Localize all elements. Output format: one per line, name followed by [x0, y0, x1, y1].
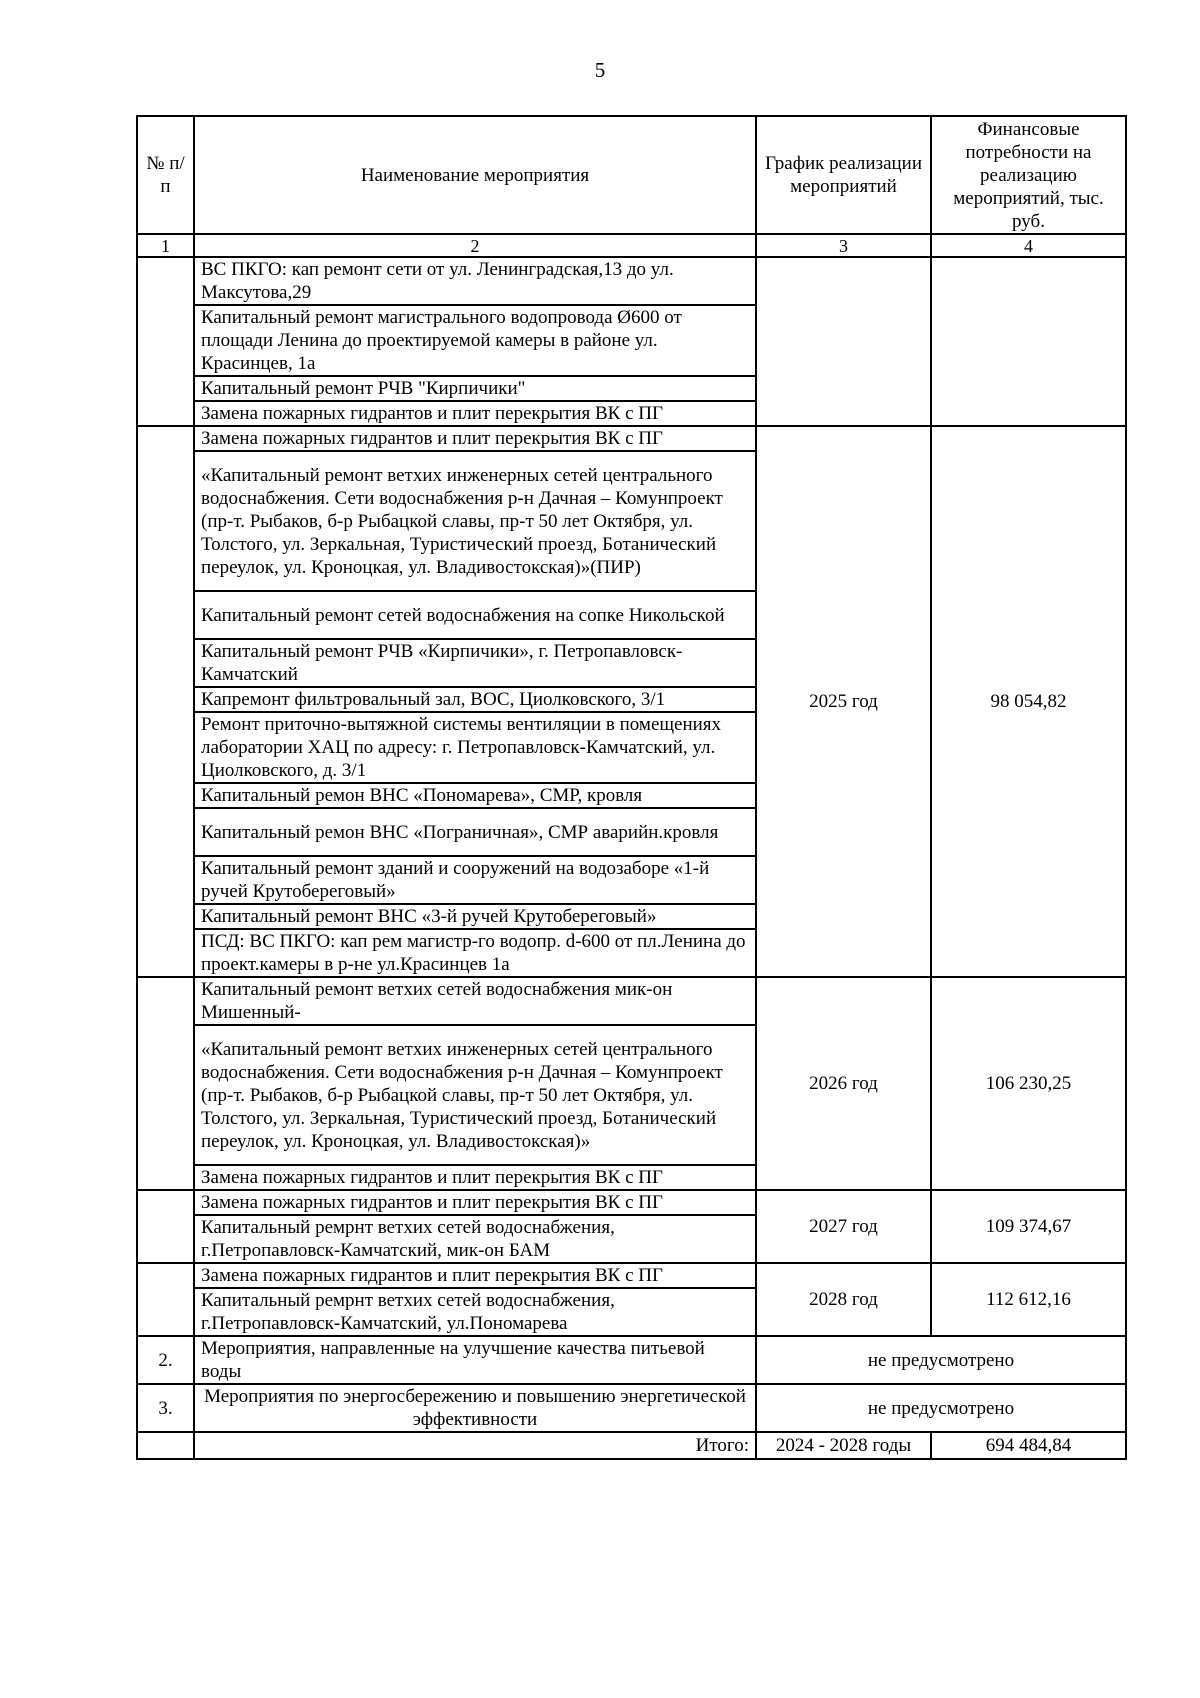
header-num: № п/п [137, 116, 194, 234]
schedule-2027: 2027 год [756, 1190, 931, 1263]
section-row-2 [137, 1336, 1126, 1384]
measure-name: Капитальный ремрнт ветхих сетей водоснабжения, г.Петропавловск-Камчатский, ул.Пономарева [194, 1288, 756, 1336]
header-finance: Финансовые потребности на реализацию мероприятий, тыс. руб. [931, 116, 1126, 234]
row-num [137, 977, 194, 1190]
header-schedule: График реализации мероприятий [756, 116, 931, 234]
table-row [137, 257, 1126, 305]
measures-table [136, 115, 1127, 1460]
page-number: 5 [594, 58, 606, 82]
section-name: Мероприятия по энергосбережению и повышению энергетической эффективности [194, 1384, 756, 1432]
header-name: Наименование мероприятия [194, 116, 756, 234]
total-amount: 694 484,84 [931, 1432, 1126, 1459]
measure-name: Замена пожарных гидрантов и плит перекрытия ВК с ПГ [194, 401, 756, 426]
measure-name: Замена пожарных гидрантов и плит перекрытия ВК с ПГ [194, 1263, 756, 1288]
section-value: не предусмотрено [756, 1384, 1126, 1432]
column-number: 2 [194, 234, 756, 257]
section-value: не предусмотрено [756, 1336, 1126, 1384]
schedule-2025: 2025 год [756, 426, 931, 977]
schedule-2028: 2028 год [756, 1263, 931, 1336]
table-header-row [137, 116, 1126, 234]
measure-name: Капитальный ремрнт ветхих сетей водоснабжения, г.Петропавловск-Камчатский, мик-он БАМ [194, 1215, 756, 1263]
measure-name: Капитальный ремон ВНС «Пограничная», СМР аварийн.кровля [194, 808, 756, 856]
measure-name: Капитальный ремонт сетей водоснабжения на сопке Никольской [194, 591, 756, 639]
measure-name: ВС ПКГО: кап ремонт сети от ул. Ленинградская,13 до ул. Максутова,29 [194, 257, 756, 305]
measure-name: Капитальный ремонт ветхих сетей водоснабжения мик-он Мишенный- [194, 977, 756, 1025]
amount-2027: 109 374,67 [931, 1190, 1126, 1263]
section-name: Мероприятия, направленные на улучшение качества питьевой воды [194, 1336, 756, 1384]
row-num [137, 426, 194, 977]
table-row [137, 426, 1126, 451]
amount-2026: 106 230,25 [931, 977, 1126, 1190]
total-label: Итого: [194, 1432, 756, 1459]
measure-name: «Капитальный ремонт ветхих инженерных сетей центрального водоснабжения. Сети водоснабжения р-н Дачная – Комунпроект (пр-т. Рыбаков, б-р Рыбацкой славы, пр-т 50 лет Октября, ул. Толстого, ул. Зеркальная, Туристический проезд, Ботанический переулок, ул. Кроноцкая, ул. Владивостокская)»(ПИР) [194, 451, 756, 591]
section-number: 3. [137, 1384, 194, 1432]
measure-name: Капитальный ремон ВНС «Пономарева», СМР, кровля [194, 783, 756, 808]
measure-name: Замена пожарных гидрантов и плит перекрытия ВК с ПГ [194, 1165, 756, 1190]
schedule-cell [756, 257, 931, 426]
measure-name: ПСД: ВС ПКГО: кап рем магистр-го водопр. d-600 от пл.Ленина до проект.камеры в р-не ул.Красинцев 1а [194, 929, 756, 977]
row-num [137, 257, 194, 426]
measure-name: Капитальный ремонт РЧВ "Кирпичики" [194, 376, 756, 401]
amount-cell [931, 257, 1126, 426]
measure-name: Капитальный ремонт РЧВ «Кирпичики», г. Петропавловск-Камчатский [194, 639, 756, 687]
row-num [137, 1432, 194, 1459]
schedule-2026: 2026 год [756, 977, 931, 1190]
measure-name: «Капитальный ремонт ветхих инженерных сетей центрального водоснабжения. Сети водоснабжения р-н Дачная – Комунпроект (пр-т. Рыбаков, б-р Рыбацкой славы, пр-т 50 лет Октября, ул. Толстого, ул. Зеркальная, Туристический проезд, Ботанический переулок, ул. Кроноцкая, ул. Владивостокская)» [194, 1025, 756, 1165]
measure-name: Капремонт фильтровальный зал, ВОС, Циолковского, 3/1 [194, 687, 756, 712]
amount-2028: 112 612,16 [931, 1263, 1126, 1336]
measure-name: Капитальный ремонт ВНС «3-й ручей Крутобереговый» [194, 904, 756, 929]
row-num [137, 1190, 194, 1263]
total-row [137, 1432, 1126, 1459]
row-num [137, 1263, 194, 1336]
table-row [137, 1190, 1126, 1215]
table-row [137, 1263, 1126, 1288]
column-number: 1 [137, 234, 194, 257]
amount-2025: 98 054,82 [931, 426, 1126, 977]
measure-name: Капитальный ремонт магистрального водопровода Ø600 от площади Ленина до проектируемой камеры в районе ул. Красинцев, 1а [194, 305, 756, 376]
measure-name: Замена пожарных гидрантов и плит перекрытия ВК с ПГ [194, 426, 756, 451]
table-row [137, 977, 1126, 1025]
measure-name: Капитальный ремонт зданий и сооружений на водозаборе «1-й ручей Крутобереговый» [194, 856, 756, 904]
total-period: 2024 - 2028 годы [756, 1432, 931, 1459]
measure-name: Ремонт приточно-вытяжной системы вентиляции в помещениях лаборатории ХАЦ по адресу: г. Петропавловск-Камчатский, ул. Циолковского, д. 3/1 [194, 712, 756, 783]
section-row-3 [137, 1384, 1126, 1432]
measure-name: Замена пожарных гидрантов и плит перекрытия ВК с ПГ [194, 1190, 756, 1215]
column-number: 3 [756, 234, 931, 257]
column-number-row [137, 234, 1126, 257]
section-number: 2. [137, 1336, 194, 1384]
column-number: 4 [931, 234, 1126, 257]
